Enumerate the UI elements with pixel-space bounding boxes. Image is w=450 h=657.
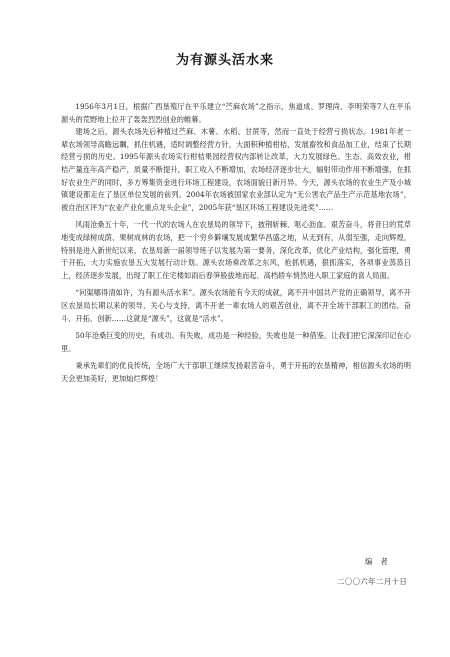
paragraph-founding: 1956年3月1日，根据广西垦殖厅在平乐建立“苎麻农场”之指示，焦道成、罗理尚、李明荣等7人在平乐源头的荒野地上拉开了轰轰烈烈创业的帷幕。 [61,102,411,124]
paragraph-development: 建场之后，源头农场先后种植过苎麻、木薯、水稻、甘蔗等，然而一直处于经营亏损状态。1981年老一辈农场领导高瞻远瞩，抓住机遇，适时调整经营方针，大面积种植柑桔，发展畜牧和食品加工业，结束了长期经营亏损的历史。1995年源头农场实行柑桔果园经营权内部转让改革，大力发展绿色、生态、高效农业，柑桔产量连年高产稳产，质量不断提升，职工收入不断增加，农场经济逐步壮大，辐射带动作用不断增强，在抓好农业生产的同时，多方筹集资金进行环场工程建设，农场面貌日新月异。今天，源头农场的农业生产及小城镇建设都走在了垦区单位发展的前列。2004年农场被国家农业部认定为“无公害农产品生产示范基地农场”，被自治区评为“农业产业化重点龙头企业”，2005年获“垦区环场工程建设先进奖”…… [61,127,411,212]
signature-author: 编者 [365,557,396,566]
paragraph-fifty-years: 风雨沧桑五十年，一代一代的农场人在农垦局的领导下，披荆斩棘、呕心沥血、艰苦奋斗，将昔日的荒草地变成绿树成荫、果树成林的农场，把一个穷乡僻壤发展成繁华昌盛之地，从无到有，从弱至强，走向辉煌，特别是进入新世纪以来，农垦局新一届领导班子以发展为第一要务，深化改革，优化产业结构，强化管理，勇于开拓，大力实施农垦五大发展行动计划。源头农场乘改革之东风，抢抓机遇，狠抓落实，各项事业蒸蒸日上，经济逐步发展，出现了职工住宅楼如雨后春笋般拔地而起、高档轿车悄然进入职工家庭的喜人局面。 [61,220,411,280]
paragraph-source-water: “问渠哪得清如许，为有源头活水来”。源头农场能有今天的成就，离不开中国共产党的正确领导，离不开区农垦局长期以来的领导、关心与支持，离不开老一辈农场人的艰苦创业，离不开全场干部职工的团结、奋斗、开拓、创新……这就是“源头”，这就是“活水”。 [61,288,411,323]
signature-date: 二〇〇六年二月十日 [337,577,408,586]
document-title: 为有源头活水来 [175,53,274,68]
paragraph-future: 秉承先辈们的优良传统，全场广大干部职工继续发扬艰苦奋斗，勇于开拓的农垦精神，相信源头农场的明天会更加美好，更加灿烂辉煌！ [61,361,411,383]
document-body [61,101,411,385]
paragraph-history-lessons: 50年沧桑巨变的历史，有成功、有失败，成功是一种经验，失败也是一种借鉴。让我们把它深深印记在心里。 [61,331,411,353]
